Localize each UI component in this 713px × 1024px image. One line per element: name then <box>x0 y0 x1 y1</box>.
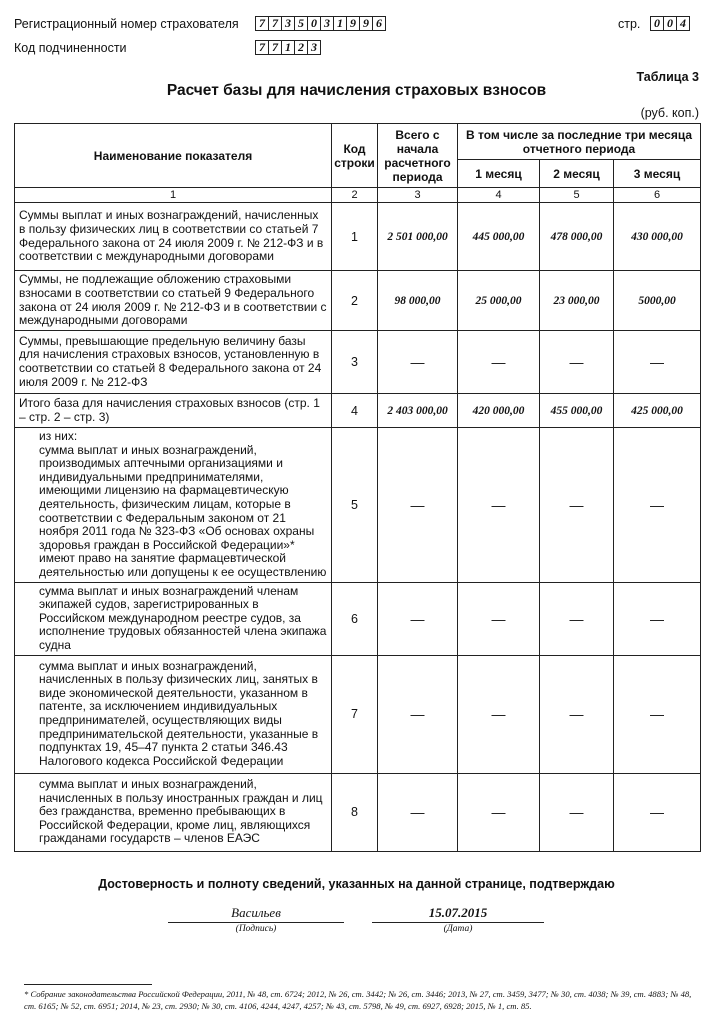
row-code: 5 <box>332 428 378 583</box>
date-value: 15.07.2015 <box>428 905 488 920</box>
page-number-boxes <box>651 16 690 31</box>
column-header-month-2: 2 месяц <box>540 160 614 188</box>
reg-number-label: Регистрационный номер страхователя <box>14 17 239 31</box>
column-header-month-1: 1 месяц <box>458 160 540 188</box>
confirmation-statement: Достоверность и полноту сведений, указанных на данной странице, подтверждаю <box>98 877 615 891</box>
row-code: 2 <box>332 271 378 331</box>
row-month-1: — <box>458 582 540 655</box>
row-total: 2 501 000,00 <box>378 203 458 271</box>
table-row <box>15 428 701 583</box>
footnote: * Собрание законодательства Российской Федерации, 2011, № 48, ст. 6724; 2012, № 26, ст. 3442; № 26, ст. 3446; 2013, № 27, ст. 3459, 3477; № 30, ст. 4038; № 39, ст. 4883; № 48, ст. 6165; № 52, ст. 6951; 2014, № 23, ст. 2930; № 30, ст. 4106, 4244, 4247, 4257; № 43, ст. 5798, № 49, ст. 6927, 6928; 2015, № 1, ст. 85. <box>24 989 692 1011</box>
row-month-1: 25 000,00 <box>458 271 540 331</box>
row-month-2: 23 000,00 <box>540 271 614 331</box>
date-caption: (Дата) <box>443 924 473 934</box>
table-row <box>15 203 701 271</box>
table-row <box>15 582 701 655</box>
digit-box: 6 <box>372 16 386 31</box>
digit-box: 0 <box>307 16 321 31</box>
column-number: 2 <box>332 188 378 203</box>
digit-box: 9 <box>346 16 360 31</box>
digit-box: 3 <box>307 40 321 55</box>
row-code: 4 <box>332 394 378 428</box>
column-number: 5 <box>540 188 614 203</box>
row-total: — <box>378 428 458 583</box>
row-month-3: — <box>614 655 701 773</box>
row-total: — <box>378 655 458 773</box>
row-month-1: — <box>458 331 540 394</box>
row-code: 1 <box>332 203 378 271</box>
digit-box: 4 <box>676 16 690 31</box>
table-row <box>15 655 701 773</box>
digit-box: 3 <box>281 16 295 31</box>
row-total: — <box>378 773 458 851</box>
row-month-1: — <box>458 655 540 773</box>
row-month-3: — <box>614 428 701 583</box>
row-name: Суммы, превышающие предельную величину базы для начисления страховых взносов, установленную в соответствии со статьей 8 Федерального закона от 24 июля 2009 г. № 212-ФЗ <box>15 331 332 394</box>
page-label: стр. <box>618 17 641 31</box>
digit-box: 7 <box>268 16 282 31</box>
signature-line <box>168 922 344 923</box>
column-header-code: Код строки <box>332 124 378 188</box>
row-code: 3 <box>332 331 378 394</box>
digit-box: 1 <box>281 40 295 55</box>
digit-box: 0 <box>663 16 677 31</box>
row-name: сумма выплат и иных вознаграждений, начисленных в пользу иностранных граждан и лиц без гражданства, временно пребывающих в Российской Федерации, кроме лиц, являющихся гражданами государств – членов ЕАЭС <box>15 773 332 851</box>
table-label: Таблица 3 <box>636 70 699 84</box>
row-month-2: — <box>540 655 614 773</box>
footnote-divider <box>24 984 152 985</box>
units-note: (руб. коп.) <box>640 106 699 120</box>
row-name: Итого база для начисления страховых взносов (стр. 1 – стр. 2 – стр. 3) <box>15 394 332 428</box>
row-month-2: — <box>540 428 614 583</box>
row-name: сумма выплат и иных вознаграждений членам экипажей судов, зарегистрированных в Российском международном реестре судов, за исполнение трудовых обязанностей члена экипажа судна <box>15 582 332 655</box>
page-title: Расчет базы для начисления страховых взносов <box>166 82 547 99</box>
row-total: 98 000,00 <box>378 271 458 331</box>
row-month-1: — <box>458 773 540 851</box>
column-number: 4 <box>458 188 540 203</box>
date-line <box>372 922 544 923</box>
row-month-2: 455 000,00 <box>540 394 614 428</box>
signature-caption: (Подпись) <box>235 924 277 934</box>
digit-box: 5 <box>294 16 308 31</box>
row-name: сумма выплат и иных вознаграждений, начисленных в пользу физических лиц, занятых в виде экономической деятельности, указанном в патенте, за исключением индивидуальных предпринимателей, осуществляющих виды предпринимательской деятельности, указанные в подпунктах 19, 45–47 пункта 2 статьи 346.43 Налогового кодекса Российской Федерации <box>15 655 332 773</box>
row-month-1: 445 000,00 <box>458 203 540 271</box>
row-month-2: — <box>540 773 614 851</box>
row-name: Суммы выплат и иных вознаграждений, начисленных в пользу физических лиц в соответствии со статьей 7 Федерального закона от 24 июля 2009 г. № 212-ФЗ и в соответствии с международными договорами <box>15 203 332 271</box>
digit-box: 0 <box>650 16 664 31</box>
signature-value: Васильев <box>231 905 281 920</box>
row-month-2: — <box>540 582 614 655</box>
table-row <box>15 331 701 394</box>
column-number: 3 <box>378 188 458 203</box>
row-total: — <box>378 582 458 655</box>
row-code: 6 <box>332 582 378 655</box>
table-row <box>15 271 701 331</box>
table-row <box>15 773 701 851</box>
row-month-2: — <box>540 331 614 394</box>
row-month-2: 478 000,00 <box>540 203 614 271</box>
column-header-name: Наименование показателя <box>15 124 332 188</box>
row-code: 8 <box>332 773 378 851</box>
digit-box: 2 <box>294 40 308 55</box>
column-header-last-three-months: В том числе за последние три месяца отчетного периода <box>458 124 701 160</box>
row-month-1: 420 000,00 <box>458 394 540 428</box>
column-number: 6 <box>614 188 701 203</box>
digit-box: 7 <box>255 40 269 55</box>
subordination-code-label: Код подчиненности <box>14 41 127 55</box>
digit-box: 7 <box>268 40 282 55</box>
row-month-3: — <box>614 582 701 655</box>
subordination-code-boxes <box>256 40 321 55</box>
row-month-3: 430 000,00 <box>614 203 701 271</box>
column-header-total: Всего с начала расчетного периода <box>378 124 458 188</box>
reg-number-boxes <box>256 16 386 31</box>
row-month-3: — <box>614 773 701 851</box>
row-code: 7 <box>332 655 378 773</box>
row-month-3: 5000,00 <box>614 271 701 331</box>
table-row <box>15 394 701 428</box>
column-number: 1 <box>15 188 332 203</box>
row-month-3: — <box>614 331 701 394</box>
digit-box: 7 <box>255 16 269 31</box>
digit-box: 1 <box>333 16 347 31</box>
row-total: — <box>378 331 458 394</box>
row-name: из них: сумма выплат и иных вознаграждений, производимых аптечными организациями и индивидуальными предпринимателями, имеющими лицензию на фармацевтическую деятельность, физическим лицам, которые в соответствии с Федеральным законом от 21 ноября 2011 года № 323-ФЗ «Об основах охраны здоровья граждан в Российской Федерации»* имеют право на занятие фармацевтической деятельностью или допущены к ее осуществлению <box>15 428 332 583</box>
row-name: Суммы, не подлежащие обложению страховыми взносами в соответствии со статьей 9 Федерального закона от 24 июля 2009 г. № 212-ФЗ и в соответствии с международными договорами <box>15 271 332 331</box>
contribution-base-table <box>14 123 701 852</box>
row-month-1: — <box>458 428 540 583</box>
row-total: 2 403 000,00 <box>378 394 458 428</box>
digit-box: 3 <box>320 16 334 31</box>
column-header-month-3: 3 месяц <box>614 160 701 188</box>
row-month-3: 425 000,00 <box>614 394 701 428</box>
digit-box: 9 <box>359 16 373 31</box>
